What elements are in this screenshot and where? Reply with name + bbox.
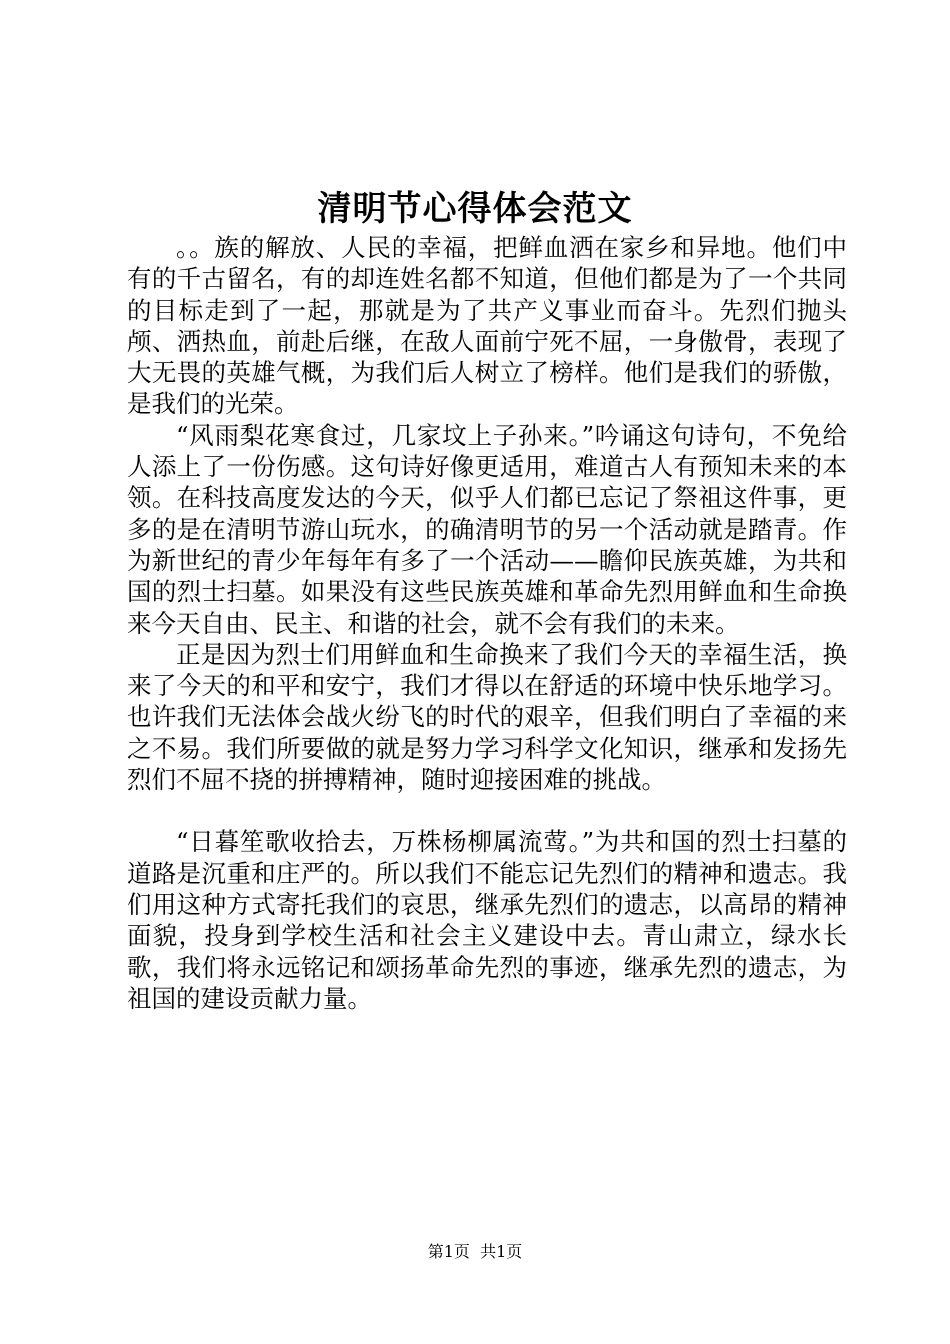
paragraph-1: 。。族的解放、人民的幸福，把鲜血洒在家乡和异地。他们中有的千古留名，有的却连姓名都不知道，但他们都是为了一个共同的目标走到了一起，那就是为了共产义事业而奋斗。先烈们抛头颅、洒热血，前赴后继，在敌人面前宁死不屈，一身傲骨，表现了大无畏的英雄气概，为我们后人树立了榜样。他们是我们的骄傲，是我们的光荣。 [127, 233, 847, 419]
page-number: 第1页 [427, 1242, 470, 1261]
document-body [127, 232, 847, 1014]
page-total: 共1页 [480, 1242, 523, 1261]
document-title: 清明节心得体会范文 [317, 189, 633, 229]
paragraph-4: “日暮笙歌收拾去，万株杨柳属流莺。”为共和国的烈士扫墓的道路是沉重和庄严的。所以我们不能忘记先烈们的精神和遗志。我们用这种方式寄托我们的哀思，继承先烈们的遗志，以高昂的精神面貌，投身到学校生活和社会主义建设中去。青山肃立，绿水长歌，我们将永远铭记和颂扬革命先烈的事迹，继承先烈的遗志，为祖国的建设贡献力量。 [127, 827, 847, 1013]
paragraph-3: 正是因为烈士们用鲜血和生命换来了我们今天的幸福生活，换来了今天的和平和安宁，我们才得以在舒适的环境中快乐地学习。也许我们无法体会战火纷飞的时代的艰辛，但我们明白了幸福的来之不易。我们所要做的就是努力学习科学文化知识，继承和发扬先烈们不屈不挠的拼搏精神，随时迎接困难的挑战。 [127, 639, 847, 795]
page-footer [0, 1241, 950, 1263]
paragraph-2: “风雨梨花寒食过，几家坟上子孙来。”吟诵这句诗句，不免给人添上了一份伤感。这句诗好像更适用，难道古人有预知未来的本领。在科技高度发达的今天，似乎人们都已忘记了祭祖这件事，更多的是在清明节游山玩水，的确清明节的另一个活动就是踏青。作为新世纪的青少年每年有多了一个活动——瞻仰民族英雄，为共和国的烈士扫墓。如果没有这些民族英雄和革命先烈用鲜血和生命换来今天自由、民主、和谐的社会，就不会有我们的未来。 [127, 420, 847, 638]
